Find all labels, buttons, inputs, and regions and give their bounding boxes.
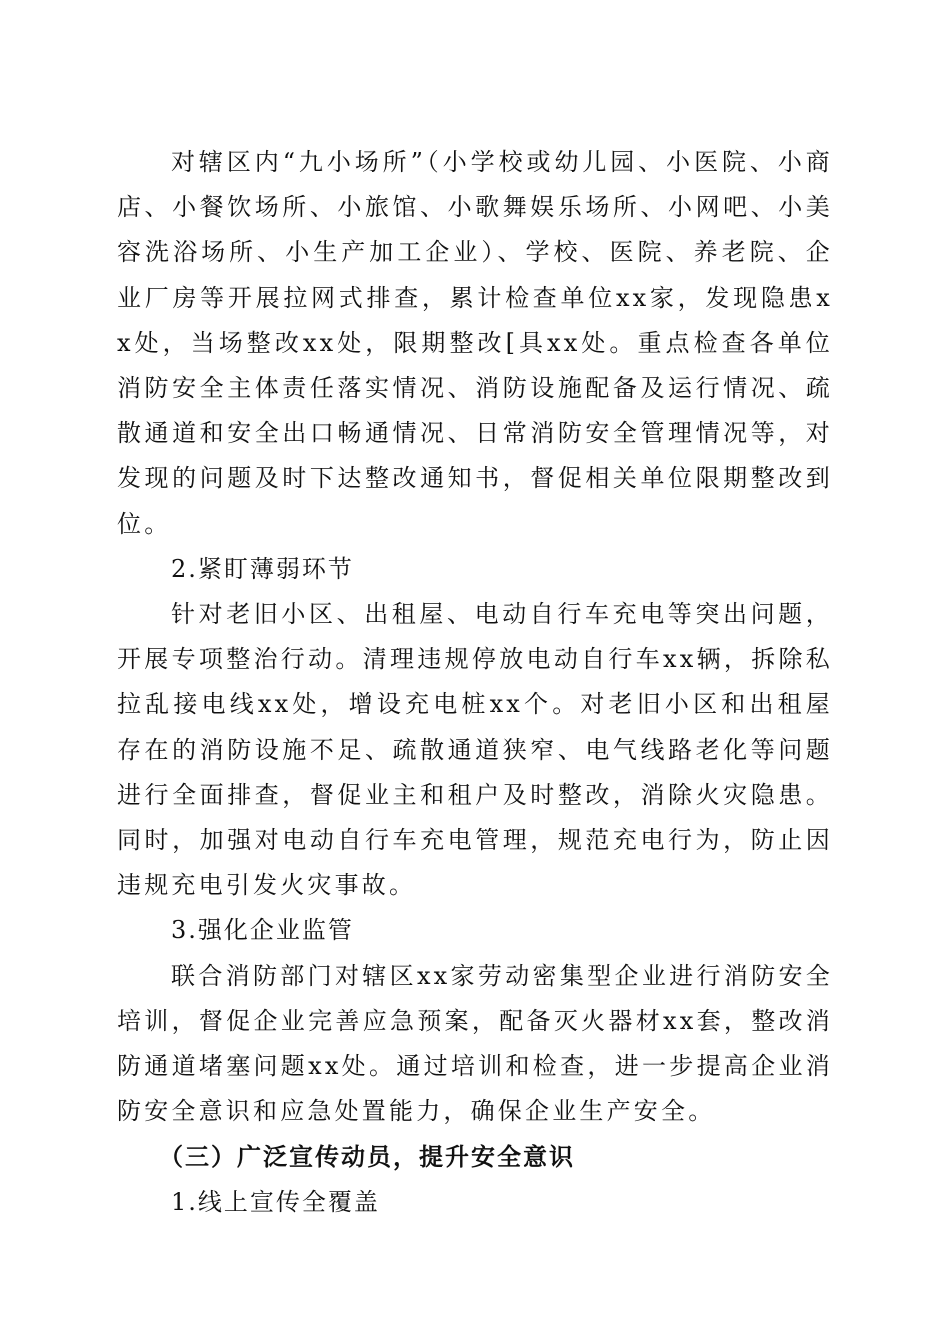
paragraph-inspection: 对辖区内“九小场所”（小学校或幼儿园、小医院、小商店、小餐饮场所、小旅馆、小歌舞娱乐场所、小网吧、小美容洗浴场所、小生产加工企业）、学校、医院、养老院、企业厂房等开展拉网式排查，累计检查单位xx家，发现隐患xx处，当场整改xx处，限期整改[具xx处。重点检查各单位消防安全主体责任落实情况、消防设施配备及运行情况、疏散通道和安全出口畅通情况、日常消防安全管理情况等，对发现的问题及时下达整改通知书，督促相关单位限期整改到位。 [117, 148, 833, 538]
section-heading-publicity: （三）广泛宣传动员，提升安全意识 [159, 1142, 575, 1172]
document-body [117, 140, 833, 1225]
subheading-online-publicity: 1.线上宣传全覆盖 [171, 1187, 380, 1216]
subheading-enterprise-supervision: 3.强化企业监管 [171, 916, 354, 945]
subheading-weak-links: 2.紧盯薄弱环节 [171, 554, 354, 583]
paragraph-weak-links: 针对老旧小区、出租屋、电动自行车充电等突出问题，开展专项整治行动。清理违规停放电动自行车xx辆，拆除私拉乱接电线xx处，增设充电桩xx个。对老旧小区和出租屋存在的消防设施不足、疏散通道狭窄、电气线路老化等问题进行全面排查，督促业主和租户及时整改，消除火灾隐患。同时，加强对电动自行车充电管理，规范充电行为，防止因违规充电引发火灾事故。 [117, 600, 833, 900]
paragraph-enterprise-supervision: 联合消防部门对辖区xx家劳动密集型企业进行消防安全培训，督促企业完善应急预案，配备灭火器材xx套，整改消防通道堵塞问题xx处。通过培训和检查，进一步提高企业消防安全意识和应急处置能力，确保企业生产安全。 [117, 961, 833, 1126]
